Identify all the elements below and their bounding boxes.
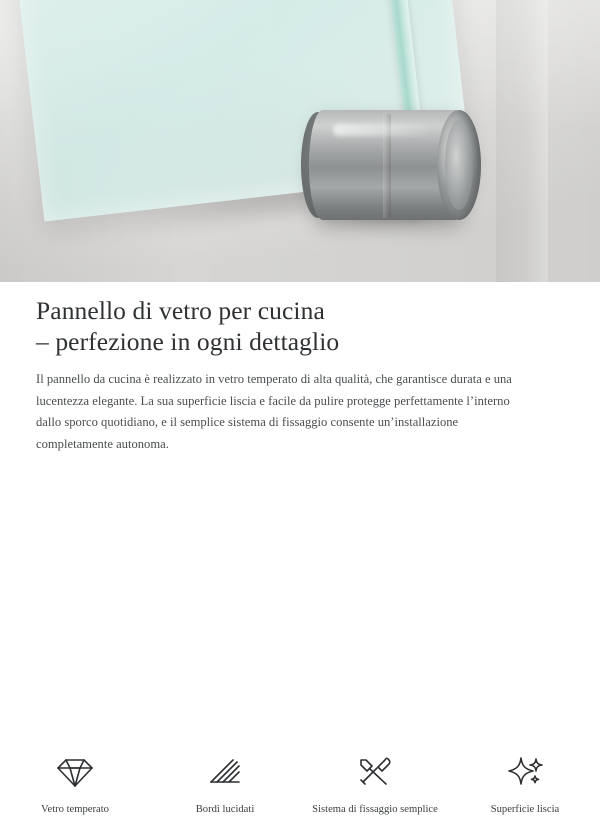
page-title xyxy=(0,282,600,357)
standoff-cap-ring xyxy=(445,120,473,210)
stainless-standoff-mount xyxy=(287,108,483,224)
feature-label: Superficie liscia xyxy=(490,804,560,815)
sparkle-icon xyxy=(456,750,594,794)
headline-line-1: Pannello di vetro per cucina xyxy=(36,296,325,325)
wall-corner-edge xyxy=(496,0,548,282)
diamond-icon xyxy=(6,750,144,794)
feature-item-tempered-glass xyxy=(0,750,150,817)
text-section xyxy=(0,282,600,815)
feature-label: Vetro temperato xyxy=(41,804,109,815)
wrench-screwdriver-icon xyxy=(306,750,444,794)
feature-item-easy-mounting xyxy=(300,750,450,817)
feature-label: Sistema di fissaggio semplice xyxy=(312,804,438,815)
feature-item-smooth-surface xyxy=(450,750,600,817)
feature-label: Bordi lucidati xyxy=(195,804,255,815)
headline-line-2: – perfezione in ogni dettaglio xyxy=(36,327,340,356)
product-photo xyxy=(0,0,600,282)
feature-item-polished-edges xyxy=(150,750,300,817)
polished-edge-lines-icon xyxy=(156,750,294,794)
feature-row xyxy=(0,750,600,817)
standoff-highlight xyxy=(333,124,429,136)
description-paragraph: Il pannello da cucina è realizzato in vetro temperato di alta qualità, che garantisce durata e una lucentezza elegante. La sua superficie liscia e facile da pulire protegge perfettamente l’interno dallo sporco quotidiano, e il semplice sistema di fissaggio consente un’installazione completamente autonoma. xyxy=(36,372,512,451)
